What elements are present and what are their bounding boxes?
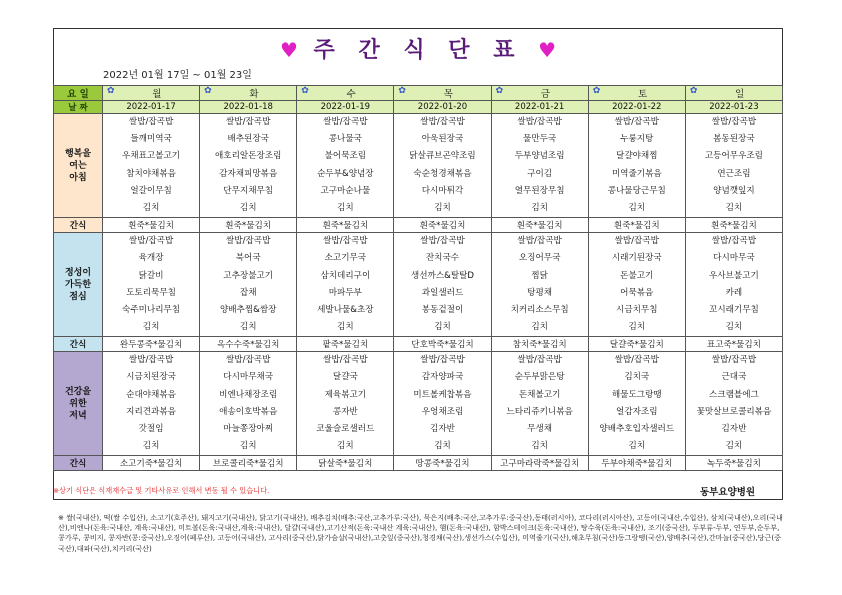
breakfast-menu-cell [200,114,297,218]
lunch-label-line: 가득한 [64,279,92,290]
lunch-menu-cell [588,233,685,337]
breakfast-menu-cell [394,114,491,218]
menu-item: 쌀밥/잡곡밥 [614,236,659,247]
menu-item: 김치 [142,322,160,333]
menu-item: 제육볶고기 [324,389,367,400]
menu-item: 참치야채볶음 [126,168,176,179]
day-name: 월 [152,89,162,100]
day-cell [394,86,491,101]
date-cell: 2022-01-18 [200,101,297,114]
menu-item: 쌀밥/잡곡밥 [614,117,659,127]
menu-item: 쌀밥/잡곡밥 [323,355,368,366]
menu-item: 순대야채볶음 [126,389,176,400]
date-cell: 2022-01-21 [491,101,588,114]
menu-item: 우채표고볼고기 [122,151,181,162]
menu-item: 김치 [725,202,743,213]
menu-item: 갓절임 [138,424,164,434]
menu-item: 순두부맑은탕 [514,372,565,383]
day-name: 일 [735,89,745,100]
menu-item: 다시마무채국 [223,372,274,383]
menu-item: 마늘쫑장아찌 [223,424,274,434]
menu-item: 쌀밥/잡곡밥 [517,355,562,366]
day-name: 목 [443,89,453,100]
menu-item: 구이김 [527,168,553,179]
flower-icon: ✿ [204,86,212,96]
day-cell [685,86,782,101]
snack-cell: 흰죽*물김치 [685,218,782,233]
dinner-label-line: 위한 [69,398,87,409]
menu-item: 시금치된장국 [126,372,176,383]
snack-cell: 흰죽*물김치 [394,218,491,233]
menu-item: 코울슬로샐러드 [316,424,375,434]
snack-label: 간식 [54,337,103,352]
dinner-menu-cell [588,352,685,456]
breakfast-menu-cell [491,114,588,218]
dinner-menu-cell [491,352,588,456]
menu-item: 근대국 [721,372,747,383]
day-name: 토 [637,89,648,100]
menu-item: 미역줄기볶음 [611,168,662,179]
lunch-menu-cell [297,233,394,337]
day-cell [588,86,685,101]
menu-item: 감자양파국 [421,372,464,383]
snack-cell: 소고기죽*물김치 [103,456,200,471]
menu-item: 김치 [239,322,257,333]
day-cell [491,86,588,101]
menu-item: 미트볼케찹볶음 [413,389,472,400]
flower-icon: ✿ [689,86,698,96]
menu-item: 다시마튀각 [421,185,464,196]
menu-item: 봄동된장국 [713,134,755,145]
menu-item: 쌀밥/잡곡밥 [614,355,659,366]
menu-item: 쌀밥/잡곡밥 [323,236,368,247]
menu-item: 김치 [434,322,451,333]
menu-item: 스크램블에그 [709,389,759,400]
menu-item: 김치 [337,322,354,333]
menu-item: 소고기무국 [324,253,367,264]
menu-item: 김치 [337,441,354,452]
snack-cell: 달걀죽*물김치 [588,337,685,352]
menu-item: 돈불고기 [620,270,654,281]
lunch-menu-cell [685,233,782,337]
lunch-row [54,233,783,337]
snack-cell: 흰죽*물김치 [588,218,685,233]
flower-icon: ✿ [398,86,406,96]
menu-item: 애호리알돈장조림 [215,151,282,162]
breakfast-menu-cell [103,114,200,218]
dinner-row [54,352,783,456]
menu-item: 양배추찜&쌈장 [219,304,277,315]
menu-item: 비엔나채장조림 [219,389,278,400]
menu-item: 양배추호입자샐러드 [599,424,675,434]
menu-item: 열무된장무침 [514,185,565,196]
snack-cell: 흰죽*물김치 [200,218,297,233]
menu-item: 삼치데리구이 [320,270,371,281]
snack-cell: 녹두죽*물김치 [685,456,782,471]
menu-item: 과일샐러드 [421,287,464,298]
menu-item: 김치 [531,322,548,333]
menu-item: 김치 [725,441,743,452]
menu-item: 꽃맛살브로콜리볶음 [696,406,772,417]
menu-item: 김치 [239,441,257,452]
lunch-label [54,233,103,337]
menu-item: 꼬시래기무침 [709,304,759,315]
menu-item: 두부양념조림 [514,151,565,162]
lunch-menu-cell [200,233,297,337]
breakfast-menu-cell [685,114,782,218]
snack-label: 간식 [54,456,103,471]
breakfast-menu-cell [297,114,394,218]
menu-item: 쌀밥/잡곡밥 [711,355,757,366]
dinner-menu-cell [685,352,782,456]
day-name: 수 [346,89,356,100]
menu-item: 세발나물&초장 [317,304,374,315]
menu-item: 김자반 [721,424,747,434]
origin-notice: ※ 쌀(국내산), 떡(쌀 수입산), 소고기(호주산), 돼지고기(국내산), 닭고기(국내산), 배추김치(배추:국산,고추가루:국산), 묵은지(배추:국산,고추가루:중국산),동태(러시아), 코다리(러시아산), 고등어(국내산,수입산), 삼치(국내산),오리(국내산),비엔나(돈육:국내산, 계육:국내산), 미트볼(돈육:국내산,계육:국내산), 달걀(국내산),고기산적(돈육:국내산 계육:국내산), 햄(돈육:국내산), 함박스테이크(돈육:국내산), 탕수육(돈육:국내산), 조기(중국산), 두부류-두부, 연두부,순두부, 콩가루, 콩비지, 콩자반(콩:중국산),오징어(페루산), 고등어(국내산), 고사리(중국산),닭가슴살(국내산),고춧잎(중국산),청경채(국산),생선가스(수입산), 미역줄기(국산),해초무침(국산)동그랑땡(국산),양배추(국산),간마늘(중국산),당근(중국산),대파(국산),치커리(국산) [58,513,783,553]
menu-item: 콩나물국 [328,134,362,145]
menu-item: 봉동겉절이 [421,304,464,315]
menu-item: 쌀밥/잡곡밥 [323,117,368,127]
menu-item: 고등어무우조림 [704,151,763,162]
flower-icon: ✿ [107,86,115,96]
menu-item: 시래기된장국 [611,253,662,264]
menu-period: 2022년 01월 17일 ~ 01월 23일 [103,70,252,81]
lunch-menu-cell [394,233,491,337]
dinner-menu-cell [297,352,394,456]
menu-item: 시금치무침 [616,304,658,315]
lunch-menu-cell [491,233,588,337]
snack-cell: 표고죽*물김치 [685,337,782,352]
menu-item: 김치 [142,202,160,213]
flower-icon: ✿ [592,86,601,96]
snack-cell: 흰죽*물김치 [297,218,394,233]
lunch-menu-cell [103,233,200,337]
menu-item: 연근조림 [717,168,751,179]
date-label: 날 짜 [54,101,103,114]
breakfast-snack-row [54,218,783,233]
flower-icon: ✿ [301,86,309,96]
date-cell: 2022-01-23 [685,101,782,114]
menu-item: 고추장불고기 [223,270,274,281]
change-notice: ※상기 식단은 식재재수급 및 기타사유로 인해서 변동 될 수 있습니다. [53,486,270,495]
date-header-row [54,101,783,114]
snack-cell: 흰죽*물김치 [103,218,200,233]
heart-icon: ♥ [538,38,557,62]
menu-item: 다시마무국 [713,253,755,264]
menu-item: 쌀밥/잡곡밥 [711,236,757,247]
menu-item: 쌀밥/잡곡밥 [128,117,174,127]
menu-item: 닭살큐브곤약조림 [409,151,476,162]
menu-item: 우엉채조림 [421,406,464,417]
date-cell: 2022-01-20 [394,101,491,114]
breakfast-row [54,114,783,218]
dinner-menu-cell [103,352,200,456]
dinner-menu-cell [394,352,491,456]
menu-item: 쌀밥/잡곡밥 [711,117,757,127]
menu-item: 달걀국 [332,372,358,383]
menu-item: 쌀밥/잡곡밥 [128,236,174,247]
menu-item: 오징어무국 [518,253,561,264]
breakfast-label-line: 행복을 [64,148,92,159]
menu-item: 잡채 [239,287,257,298]
menu-item: 불어묵조림 [324,151,367,162]
dinner-label [54,352,103,456]
snack-cell: 완두콩죽*물김치 [103,337,200,352]
day-header-row [54,86,783,101]
day-label: 요 일 [54,86,103,101]
menu-item: 쌀밥/잡곡밥 [420,236,465,247]
menu-item: 찜닭 [531,270,548,281]
date-cell: 2022-01-22 [588,101,685,114]
snack-cell: 흰죽*물김치 [491,218,588,233]
day-cell [297,86,394,101]
menu-item: 김치 [239,202,257,213]
menu-item: 육개장 [138,253,164,264]
menu-item: 김치 [434,202,451,213]
dinner-label-line: 건강을 [64,386,92,397]
menu-item: 김자반 [430,424,455,434]
menu-item: 쌀밥/잡곡밥 [420,117,465,127]
menu-item: 쌀밥/잡곡밥 [517,117,562,127]
menu-item: 탕평채 [527,287,553,298]
menu-item: 콩나물당근무침 [607,185,666,196]
menu-item: 쌀밥/잡곡밥 [226,236,271,247]
date-cell: 2022-01-19 [297,101,394,114]
snack-cell: 단호박죽*물김치 [394,337,491,352]
menu-item: 단무지채무침 [223,185,274,196]
menu-item: 들깨미역국 [130,134,172,145]
menu-item: 김치 [628,441,646,452]
menu-item: 숙순청경채볶음 [413,168,472,179]
menu-item: 김치 [725,322,743,333]
day-name: 금 [540,89,550,100]
menu-item: 닭갈비 [138,270,164,281]
menu-item: 해물도그랑땡 [611,389,662,400]
menu-item: 마파두부 [328,287,362,298]
menu-item: 김치 [531,441,548,452]
day-cell [200,86,297,101]
flower-icon: ✿ [495,86,504,96]
breakfast-label-line: 여는 [69,160,87,171]
snack-cell: 브로콜리죽*물김치 [200,456,297,471]
menu-item: 지리견과볶음 [126,406,176,417]
date-cell: 2022-01-17 [103,101,200,114]
menu-item: 배추된장국 [227,134,269,145]
menu-item: 치커리소스무침 [510,304,569,315]
menu-item: 김치 [434,441,451,452]
page-title [53,33,783,64]
lunch-snack-row [54,337,783,352]
menu-item: 김치국 [624,372,650,383]
snack-cell: 참치죽*물김치 [491,337,588,352]
menu-item: 쌀밥/잡곡밥 [226,355,271,366]
menu-item: 양념깻잎지 [713,185,755,196]
title-text: 주 간 식 단 표 [313,38,523,63]
snack-cell: 땅콩죽*물김치 [394,456,491,471]
menu-item: 우사브불고기 [709,270,759,281]
dinner-label-line: 저녁 [69,410,87,421]
menu-item: 김치 [337,202,354,213]
menu-item: 얼갈이무침 [130,185,172,196]
menu-item: 고구마순나물 [320,185,371,196]
snack-cell: 닭살죽*물김치 [297,456,394,471]
menu-item: 쌀밥/잡곡밥 [226,117,271,127]
menu-item: 아욱된장국 [421,134,464,145]
breakfast-menu-cell [588,114,685,218]
menu-item: 쌀밥/잡곡밥 [517,236,562,247]
menu-item: 순두부&양념장 [317,168,374,179]
menu-item: 감자채피망볶음 [219,168,278,179]
menu-item: 콩자반 [332,406,358,417]
menu-item: 느타리쥬키니볶음 [506,406,573,417]
menu-item: 누룽지탕 [620,134,654,145]
menu-item: 김치 [142,441,160,452]
menu-item: 어묵볶음 [620,287,654,298]
breakfast-label-line: 아침 [69,172,87,183]
hospital-name: 동부요양병원 [700,487,756,498]
menu-item: 돈채볼고기 [518,389,561,400]
snack-cell: 팥죽*물김치 [297,337,394,352]
menu-item: 달걀야채찜 [616,151,658,162]
day-cell [103,86,200,101]
dinner-menu-cell [200,352,297,456]
snack-label: 간식 [54,218,103,233]
menu-item: 생선까스&탈탈D [410,270,475,281]
snack-cell: 옥수수죽*물김치 [200,337,297,352]
heart-icon: ♥ [279,38,298,62]
menu-item: 숙주미나리무침 [122,304,181,315]
menu-item: 북어국 [235,253,261,264]
dinner-snack-row [54,456,783,471]
menu-item: 도토리묵무침 [126,287,176,298]
menu-item: 카레 [725,287,743,298]
menu-item: 애송이호박볶음 [219,406,278,417]
breakfast-label [54,114,103,218]
menu-item: 쌀밥/잡곡밥 [420,355,465,366]
weekly-menu-table [53,85,783,471]
menu-item: 김치 [531,202,548,213]
menu-item: 김치 [628,202,646,213]
menu-item: 김치 [628,322,646,333]
menu-item: 쌀밥/잡곡밥 [128,355,174,366]
menu-item: 얼감자조림 [616,406,658,417]
lunch-label-line: 점심 [69,291,87,302]
lunch-label-line: 정성이 [64,267,92,278]
menu-item: 무생채 [527,424,553,434]
menu-item: 잔치국수 [425,253,460,264]
snack-cell: 고구마라락죽*물김치 [491,456,588,471]
snack-cell: 두부야채죽*물김치 [588,456,685,471]
menu-item: 물만두국 [523,134,557,145]
day-name: 화 [249,89,259,100]
